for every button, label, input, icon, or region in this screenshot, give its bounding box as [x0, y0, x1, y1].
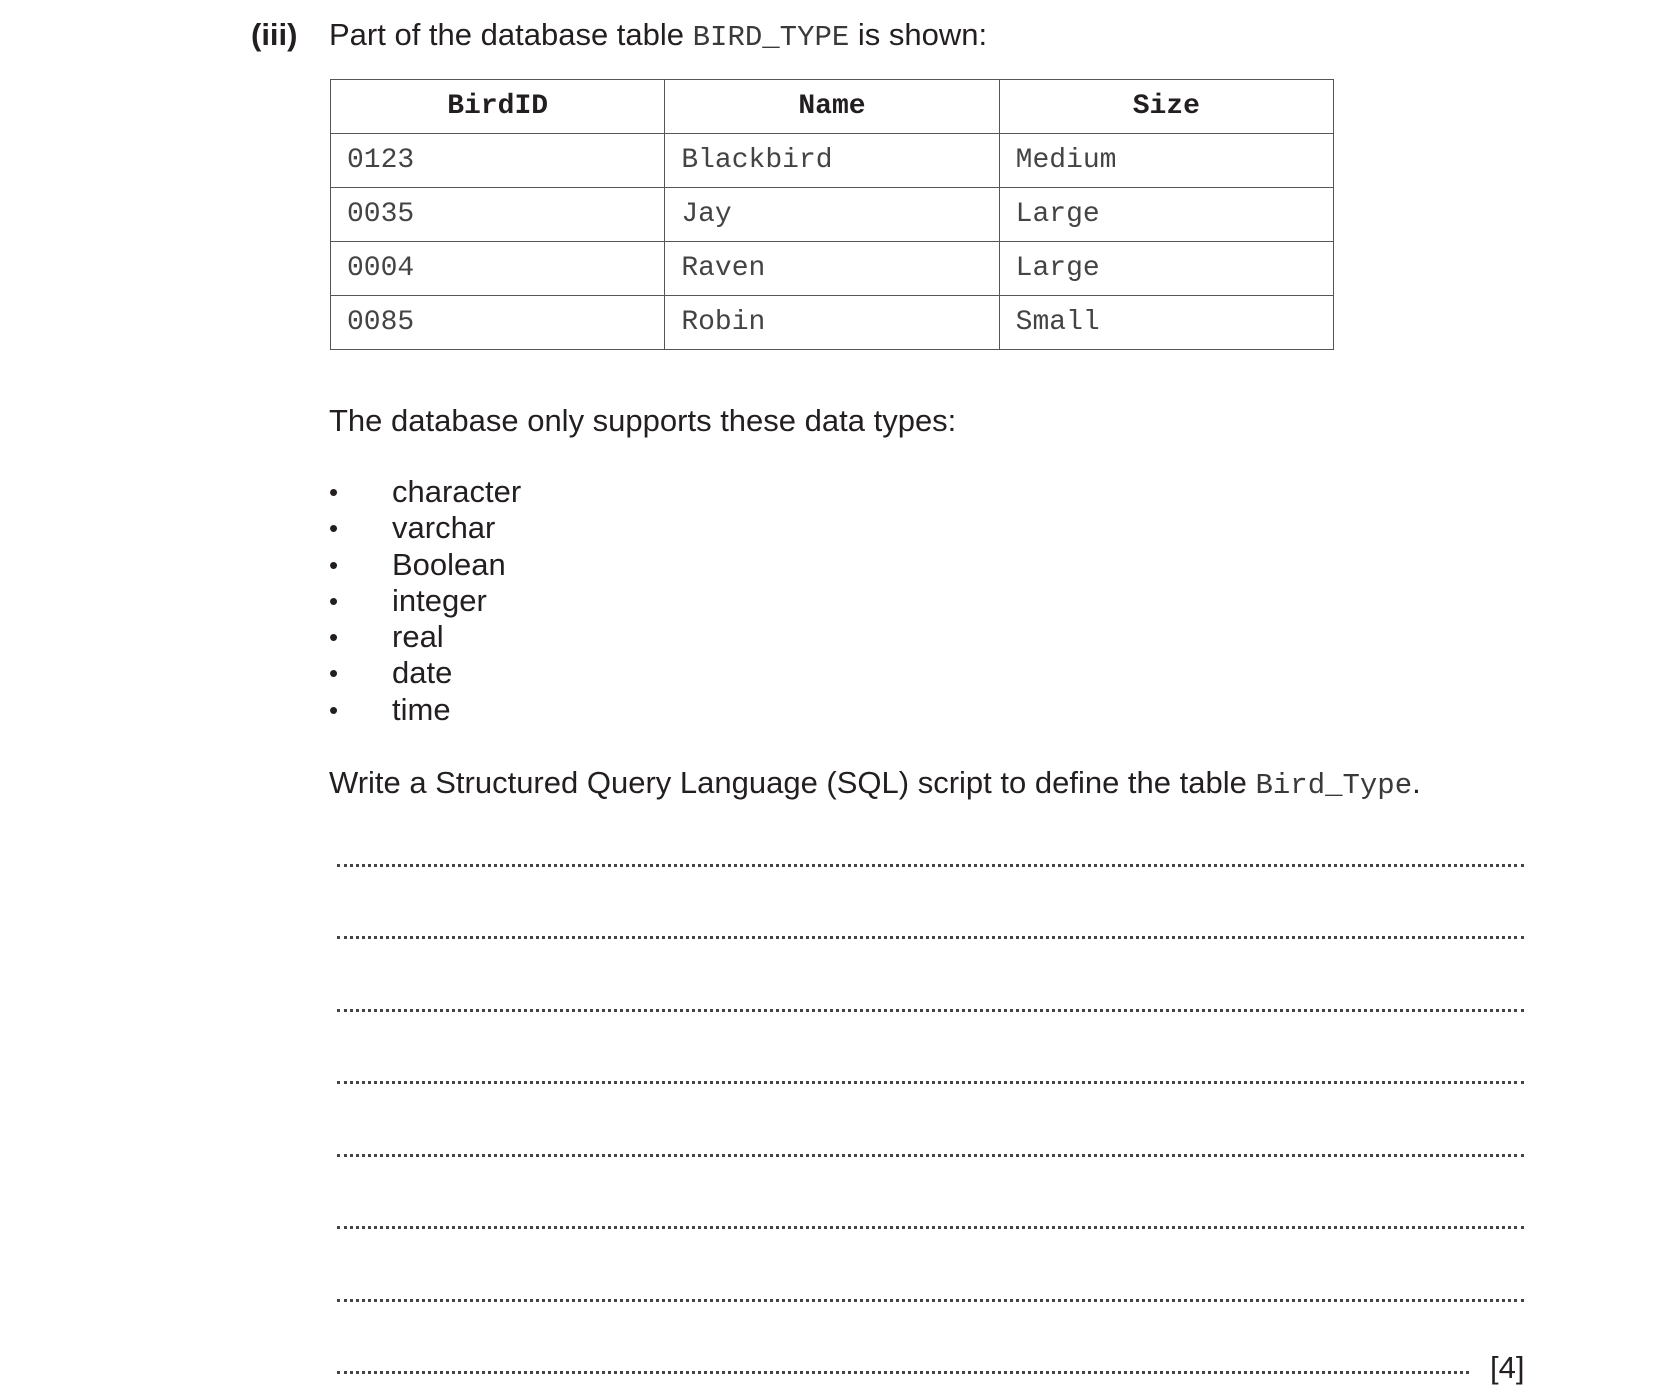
data-type-label: time: [392, 691, 451, 727]
data-type-label: character: [392, 474, 522, 509]
intro-text-before: Part of the database table: [329, 17, 693, 52]
table-cell-birdid: 0085: [331, 296, 665, 350]
data-type-list: [329, 474, 521, 728]
answer-line[interactable]: [337, 1299, 1524, 1302]
table-cell-name: Jay: [665, 188, 999, 242]
header-size: Size: [999, 80, 1333, 134]
table-cell-size: Large: [999, 242, 1333, 296]
bullet-icon: •: [329, 513, 339, 544]
answer-line[interactable]: [337, 1371, 1469, 1374]
data-type-label: real: [392, 619, 444, 655]
instruction-table-name: Bird_Type: [1255, 769, 1413, 802]
data-types-intro: The database only supports these data types:: [329, 403, 957, 438]
answer-line[interactable]: [337, 864, 1524, 867]
table-cell-name: Blackbird: [665, 134, 999, 188]
table-row: [331, 296, 1334, 350]
table-cell-birdid: 0035: [331, 188, 665, 242]
answer-line[interactable]: [337, 1154, 1524, 1157]
list-item: [329, 655, 521, 691]
list-item: [329, 547, 521, 583]
bullet-icon: •: [329, 694, 339, 725]
table-cell-size: Small: [999, 296, 1333, 350]
list-item: [329, 583, 521, 619]
instruction-text: [329, 764, 1421, 805]
table-row: [331, 134, 1334, 188]
bird-type-table: [330, 79, 1334, 350]
question-intro: [329, 16, 987, 57]
question-label: (iii): [251, 17, 298, 52]
table-cell-birdid: 0004: [331, 242, 665, 296]
list-item: [329, 510, 521, 546]
bullet-icon: •: [329, 549, 339, 580]
table-cell-birdid: 0123: [331, 134, 665, 188]
header-name: Name: [665, 80, 999, 134]
bullet-icon: •: [329, 585, 339, 616]
list-item: [329, 619, 521, 655]
answer-line[interactable]: [337, 1226, 1524, 1229]
table-header-row: [331, 80, 1334, 134]
answer-line[interactable]: [337, 936, 1524, 939]
data-type-label: varchar: [392, 510, 496, 546]
table-cell-size: Medium: [999, 134, 1333, 188]
list-item: [329, 474, 521, 510]
data-type-label: integer: [392, 582, 487, 618]
table-cell-size: Large: [999, 188, 1333, 242]
bullet-icon: •: [329, 658, 339, 689]
answer-line[interactable]: [337, 1009, 1524, 1012]
intro-table-name: BIRD_TYPE: [692, 21, 850, 54]
table-row: [331, 242, 1334, 296]
data-type-label: Boolean: [392, 546, 506, 582]
instruction-text-after: .: [1412, 765, 1421, 800]
list-item: [329, 692, 521, 728]
instruction-text-before: Write a Structured Query Language (SQL) script to define the table: [329, 765, 1256, 800]
table-row: [331, 188, 1334, 242]
answer-line[interactable]: [337, 1081, 1524, 1084]
table-cell-name: Robin: [665, 296, 999, 350]
table-cell-name: Raven: [665, 242, 999, 296]
header-birdid: BirdID: [331, 80, 665, 134]
intro-text-after: is shown:: [849, 17, 988, 52]
data-type-label: date: [392, 655, 453, 691]
bullet-icon: •: [329, 477, 339, 507]
bullet-icon: •: [329, 622, 339, 653]
marks-label: [4]: [1490, 1350, 1525, 1385]
